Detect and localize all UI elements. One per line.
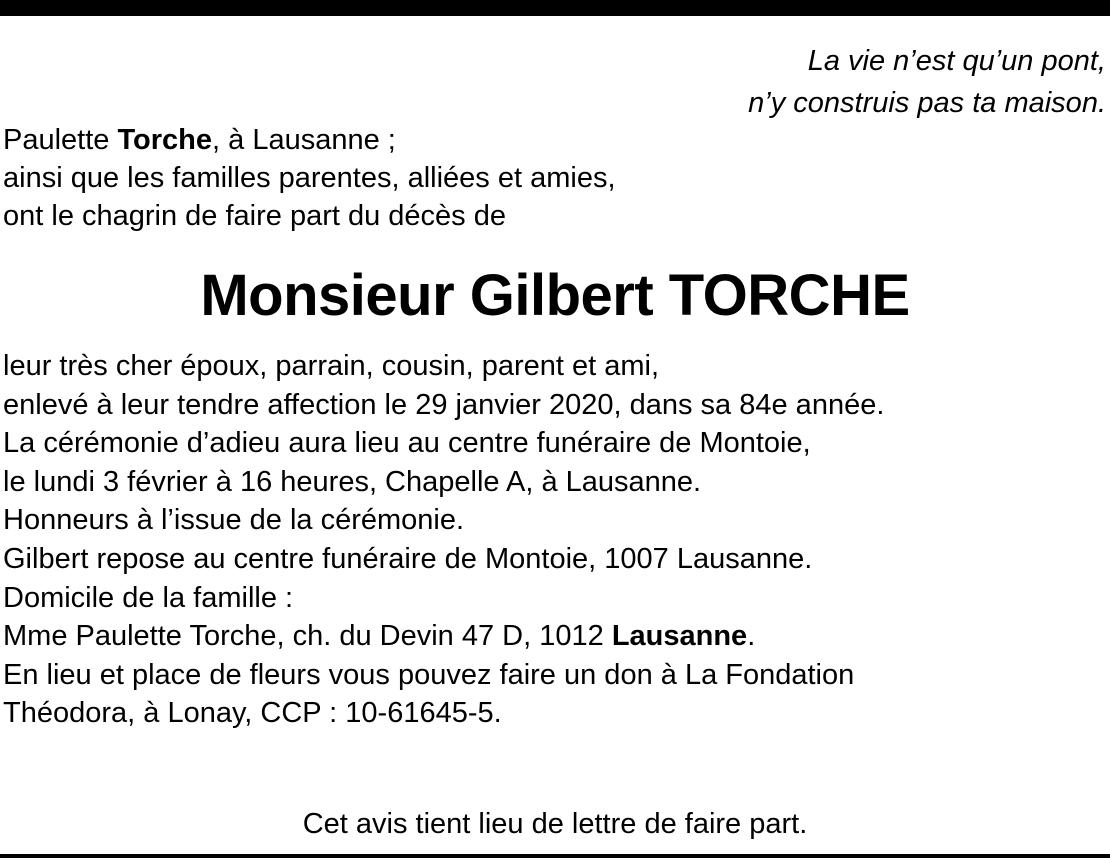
body-line: le lundi 3 février à 16 heures, Chapelle A, à Lausanne. — [3, 465, 702, 498]
body-line: Domicile de la famille : — [3, 581, 294, 614]
obituary-body — [3, 347, 884, 733]
family-announcement — [3, 121, 616, 235]
body-line: La cérémonie d’adieu aura lieu au centre funéraire de Montoie, — [3, 427, 811, 460]
family-address — [3, 617, 884, 656]
deceased-name-heading: Monsieur Gilbert TORCHE — [200, 263, 910, 328]
bottom-border-rule — [0, 854, 1110, 858]
intro-line-2: ainsi que les familles parentes, alliées et amies, — [3, 162, 616, 194]
body-line: leur très cher époux, parrain, cousin, parent et ami, — [3, 350, 660, 382]
closing-notice: Cet avis tient lieu de lettre de faire part. — [302, 808, 808, 840]
donation-line-2: Théodora, à Lonay, CCP : 10-61645-5. — [3, 697, 502, 730]
address-start: Mme Paulette Torche, ch. du Devin 47 D, 1012 — [3, 620, 612, 653]
intro-line-1 — [3, 121, 616, 159]
top-border-rule — [0, 0, 1110, 16]
intro-line-3: ont le chagrin de faire part du décès de — [3, 200, 506, 232]
epigraph-line-2: n’y construis pas ta maison. — [748, 87, 1106, 119]
address-end: . — [747, 620, 756, 653]
body-line: Gilbert repose au centre funéraire de Montoie, 1007 Lausanne. — [3, 542, 813, 575]
body-line: Honneurs à l’issue de la cérémonie. — [3, 504, 465, 537]
intro-line-1-end: , à Lausanne ; — [212, 124, 396, 156]
epigraph-quote — [748, 40, 1106, 124]
donation-line-1: En lieu et place de fleurs vous pouvez faire un don à La Fondation — [3, 658, 855, 691]
intro-line-1-start: Paulette — [3, 124, 118, 156]
address-city: Lausanne — [611, 620, 748, 653]
epigraph-line-1: La vie n’est qu’un pont, — [807, 45, 1106, 77]
family-surname: Torche — [117, 124, 213, 156]
body-line: enlevé à leur tendre affection le 29 janvier 2020, dans sa 84e année. — [3, 388, 885, 421]
